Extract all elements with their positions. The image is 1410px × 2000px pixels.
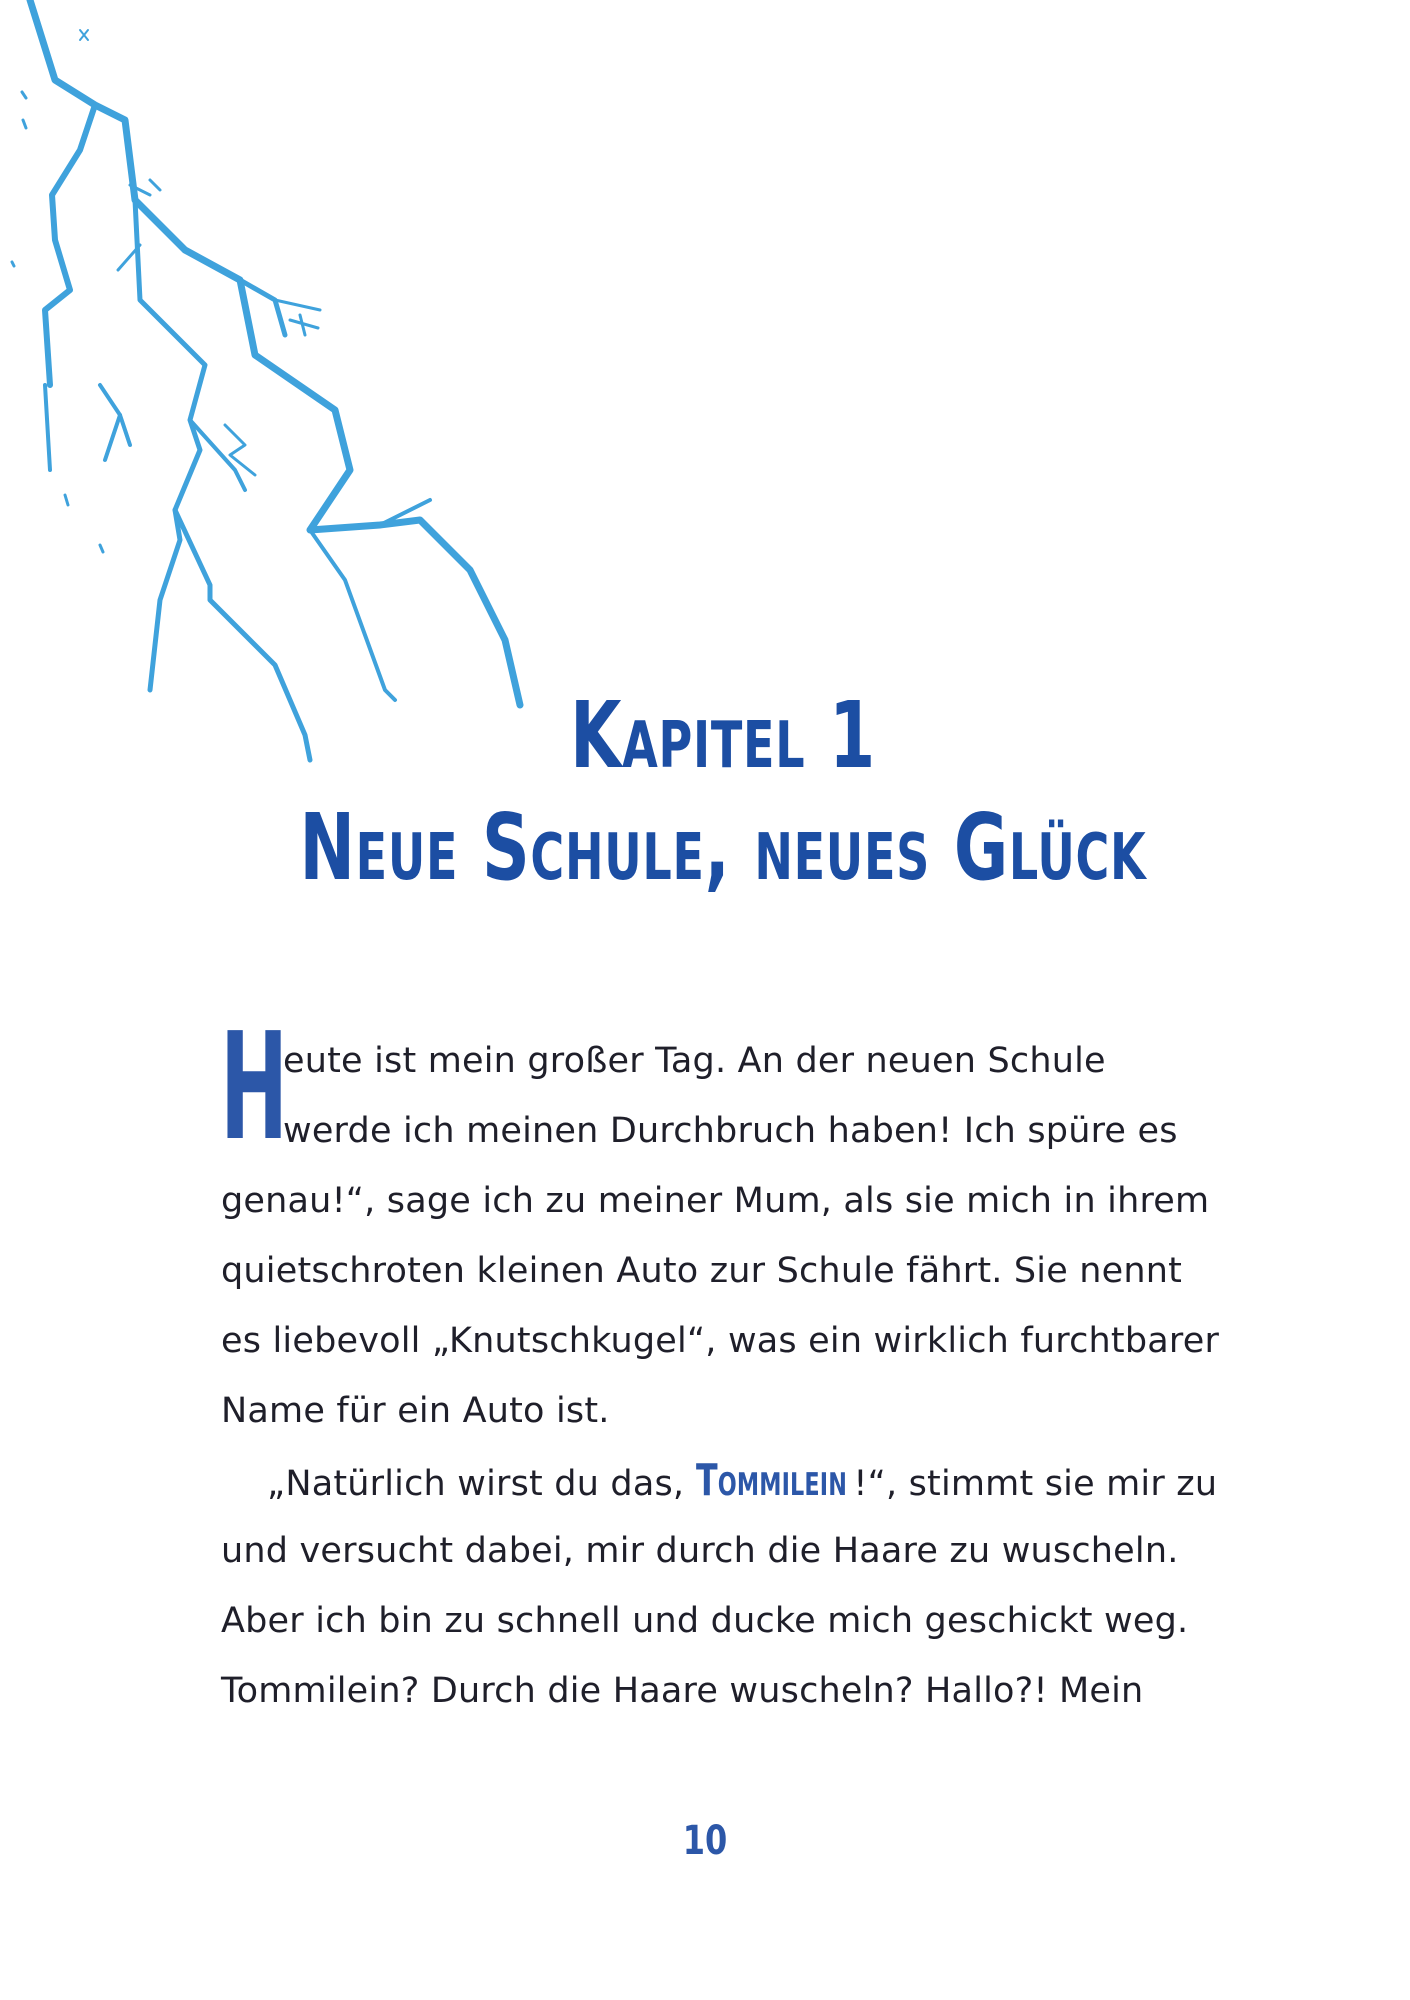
text-line: und versucht dabei, mir durch die Haare zu wuscheln. [221,1531,1179,1571]
lightning-bolt-icon [0,0,560,790]
text-line: es liebevoll „Knutschkugel“, was ein wirklich furchtbarer [221,1321,1220,1361]
chapter-number: Kapitel 1 [570,682,876,789]
text-line: genau!“, sage ich zu meiner Mum, als sie mich in ihrem [221,1181,1210,1221]
chapter-title: Neue Schule, neues Glück [299,794,1147,901]
text-fragment: „Natürlich wirst du das, [267,1464,696,1504]
text-fragment: !“, stimmt sie mir zu [853,1464,1218,1504]
text-line: Aber ich bin zu schnell und ducke mich geschickt weg. [221,1601,1189,1641]
text-line: Name für ein Auto ist. [221,1391,610,1431]
text-line: eute ist mein großer Tag. An der neuen Schule [283,1041,1106,1081]
page-number: 10 [682,1818,728,1864]
text-line: quietschroten kleinen Auto zur Schule fährt. Sie nennt [221,1251,1183,1291]
drop-cap: H [220,1001,289,1173]
story-text [220,1001,1226,1726]
text-line [221,1446,1226,1516]
text-line: Tommilein? Durch die Haare wuscheln? Hallo?! Mein [221,1671,1144,1711]
character-name: Tommilein [695,1455,847,1506]
text-line: werde ich meinen Durchbruch haben! Ich spüre es [283,1111,1178,1151]
